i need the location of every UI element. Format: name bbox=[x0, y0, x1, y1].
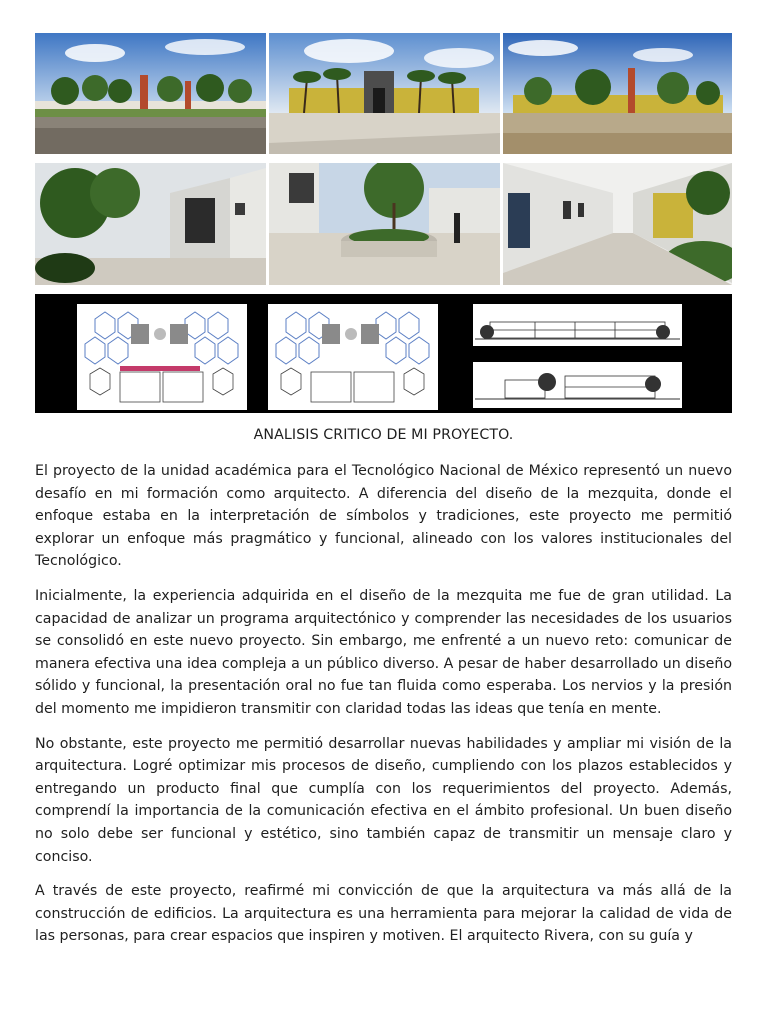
render-interior-central-planter bbox=[269, 163, 500, 285]
render-exterior-plaza bbox=[503, 33, 732, 154]
paragraph-3: No obstante, este proyecto me permitió desarrollar nuevas habilidades y ampliar mi visión de la arquitectura. Logré optimizar mis procesos de diseño, cumpliendo con los plazos establecidos y entregando un producto final que cumplía con los requerimientos del proyecto. Además, comprendí la importancia de la comunicación efectiva en el ámbito profesional. Un buen diseño no solo debe ser funcional y estético, sino también capaz de transmitir un mensaje claro y conciso. bbox=[35, 735, 732, 865]
paragraph-1: El proyecto de la unidad académica para el Tecnológico Nacional de México representó un nuevo desafío en mi formación como arquitecto. A diferencia del diseño de la mezquita, donde el enfoque estaba en la interpretación de símbolos y tradiciones, este proyecto me permitió explorar un enfoque más pragmático y funcional, alineado con los valores institucionales del Tecnológico. bbox=[35, 463, 732, 570]
document-title: ANALISIS CRITICO DE MI PROYECTO. bbox=[253, 427, 514, 443]
render-interior-corridor bbox=[503, 163, 732, 285]
paragraph-4: A través de este proyecto, reafirmé mi convicción de que la arquitectura va más allá de la construcción de edificios. La arquitectura es una herramienta para mejorar la calidad de vida de las personas, para crear espacios que inspiren y motiven. El arquitecto Rivera, con su guía y bbox=[35, 883, 732, 945]
body-text bbox=[35, 460, 732, 960]
render-exterior-entrance-palms bbox=[269, 33, 500, 154]
render-interior-courtyard-trees bbox=[35, 163, 266, 285]
architectural-plans-banner bbox=[35, 294, 732, 413]
render-exterior-front-left bbox=[35, 33, 266, 154]
paragraph-2: Inicialmente, la experiencia adquirida en el diseño de la mezquita me fue de gran utilidad. La capacidad de analizar un programa arquitectónico y comprender las necesidades de los usuarios se consolidó en este nuevo proyecto. Sin embargo, me enfrenté a un nuevo reto: comunicar de manera efectiva una idea compleja a un público diverso. A pesar de haber desarrollado un diseño sólido y funcional, la presentación oral no fue tan fluida como esperaba. Los nervios y la presión del momento me impidieron transmitir con claridad todas las ideas que tenía en mente. bbox=[35, 587, 732, 717]
